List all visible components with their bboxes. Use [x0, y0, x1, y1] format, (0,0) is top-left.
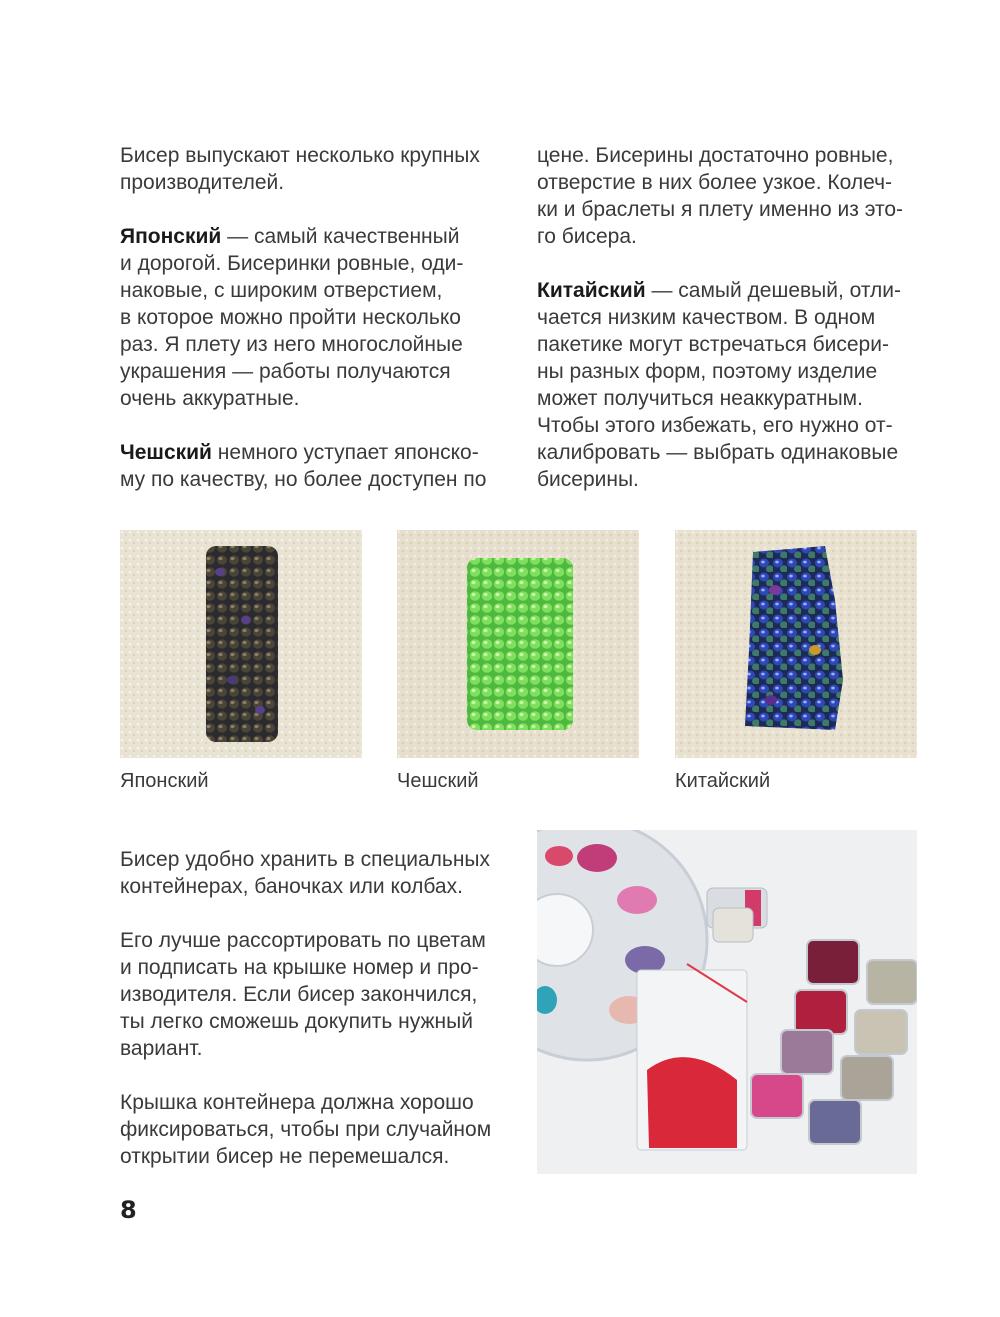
chinese-beads-photo — [675, 530, 917, 758]
japanese-term: Японский — [120, 225, 222, 248]
text-column-left — [120, 142, 510, 520]
storage-text — [120, 846, 520, 1197]
chinese-paragraph — [537, 277, 927, 493]
bead-storage-photo — [537, 830, 917, 1174]
czech-paragraph — [120, 439, 510, 493]
japanese-description: — самый качественный и дорогой. Бисеринки ровные, оди- наковые, с широким отверстием, в которое можно пройти несколько раз. Я плету из него многослойные украшения — работы получаются очень аккуратные. — [120, 225, 464, 410]
czech-beads-photo — [397, 530, 639, 758]
storage-paragraph-3: Крышка контейнера должна хорошо фиксироваться, чтобы при случайном открытии бисер не перемешался. — [120, 1091, 492, 1168]
caption-japanese: Японский — [120, 770, 209, 792]
chinese-description: — самый дешевый, отли- чается низким качеством. В одном пакетике могут встречаться бисери- ны разных форм, поэтому изделие может получиться неаккуратным. Чтобы этого избежать, его нужно от- калибровать — выбрать одинаковые бисерины. — [537, 279, 902, 491]
czech-term: Чешский — [120, 441, 212, 464]
text-column-right — [537, 142, 927, 520]
storage-paragraph-2: Его лучше рассортировать по цветам и подписать на крышке номер и про- изводителя. Если бисер закончился, ты легко сможешь докупить нужный вариант. — [120, 929, 486, 1060]
page-number: 8 — [120, 1196, 137, 1224]
caption-chinese: Китайский — [675, 770, 771, 792]
japanese-beads-photo — [120, 530, 362, 758]
chinese-term: Китайский — [537, 279, 646, 302]
czech-continuation: цене. Бисерины достаточно ровные, отверстие в них более узкое. Колеч- ки и браслеты я плету именно из это- го бисера. — [537, 144, 904, 248]
caption-czech: Чешский — [397, 770, 479, 792]
czech-description: немного уступает японско- му по качеству, но более доступен по — [120, 441, 487, 491]
intro-paragraph: Бисер выпускают несколько крупных производителей. — [120, 144, 480, 194]
japanese-paragraph — [120, 223, 510, 412]
storage-paragraph-1: Бисер удобно хранить в специальных контейнерах, баночках или колбах. — [120, 848, 491, 898]
